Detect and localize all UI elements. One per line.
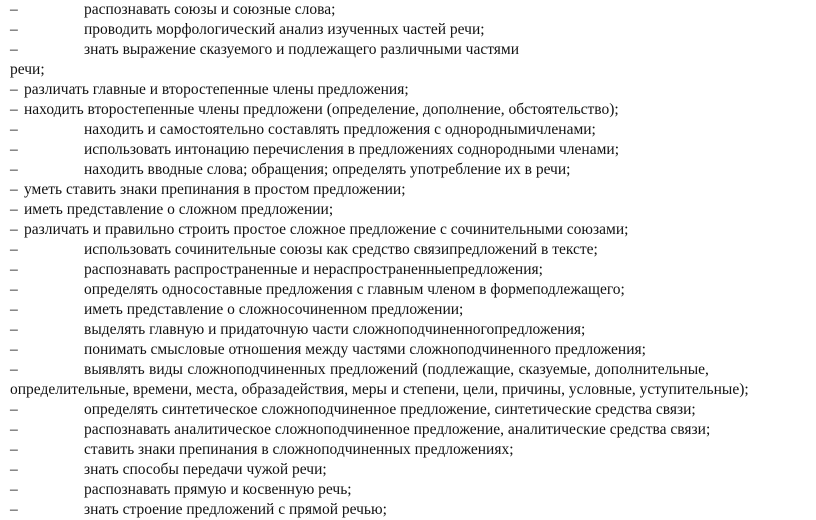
list-item <box>10 440 802 460</box>
list-dash: – <box>10 161 18 178</box>
list-item <box>10 480 802 500</box>
list-dash: – <box>10 81 18 98</box>
list-item <box>10 400 802 420</box>
list-item-text: знать способы передачи чужой речи; <box>84 461 327 478</box>
list-dash: – <box>10 181 18 198</box>
list-item-text: определительные, времени, места, образадействия, меры и степени, цели, причины, условные, уступительные); <box>10 381 749 398</box>
list-dash: – <box>10 441 18 458</box>
list-item <box>10 500 802 520</box>
list-item <box>10 140 802 160</box>
list-item <box>10 80 802 100</box>
list-item-text: распознавать распространенные и нераспространенныепредложения; <box>84 261 543 278</box>
list-dash: – <box>10 461 18 478</box>
list-dash: – <box>10 1 18 18</box>
list-item <box>10 420 802 440</box>
list-item-text: использовать интонацию перечисления в предложениях соднородными членами; <box>84 141 619 158</box>
list-item-text: проводить морфологический анализ изученных частей речи; <box>84 21 485 38</box>
list-item <box>10 40 802 60</box>
list-item <box>10 340 802 360</box>
list-dash: – <box>10 281 18 298</box>
list-dash: – <box>10 21 18 38</box>
list-item <box>10 0 802 20</box>
list-dash: – <box>10 301 18 318</box>
list-item <box>10 300 802 320</box>
list-item <box>10 100 802 120</box>
list-item-text: распознавать союзы и союзные слова; <box>84 1 336 18</box>
list-item-text: различать и правильно строить простое сложное предложение с сочинительными союзами; <box>24 221 629 238</box>
list-item-text: ставить знаки препинания в сложноподчиненных предложениях; <box>84 441 514 458</box>
list-dash: – <box>10 261 18 278</box>
list-item-text: распознавать прямую и косвенную речь; <box>84 481 352 498</box>
list-item-text: выделять главную и придаточную части сложноподчиненногопредложения; <box>84 321 586 338</box>
list-item <box>10 240 802 260</box>
list-item-text: находить и самостоятельно составлять предложения с однороднымичленами; <box>84 121 596 138</box>
list-dash: – <box>10 101 18 118</box>
list-item <box>10 460 802 480</box>
list-item-text: использовать сочинительные союзы как средство связипредложений в тексте; <box>84 241 598 258</box>
list-item <box>10 120 802 140</box>
list-item-text: уметь ставить знаки препинания в простом предложении; <box>24 181 406 198</box>
list-dash: – <box>10 361 18 378</box>
list-item-text: распознавать аналитическое сложноподчиненное предложение, аналитические средства связи; <box>84 421 711 438</box>
list-item-text: иметь представление о сложном предложении; <box>24 201 334 218</box>
list-item <box>10 360 802 380</box>
list-dash: – <box>10 341 18 358</box>
continuation-line <box>10 60 802 80</box>
list-item-text: различать главные и второстепенные члены предложения; <box>24 81 409 98</box>
list-item-text: выявлять виды сложноподчиненных предложений (подлежащие, сказуемые, дополнительные, <box>84 361 709 378</box>
list-item-text: знать строение предложений с прямой речью; <box>84 501 387 518</box>
list-dash: – <box>10 221 18 238</box>
list-dash: – <box>10 401 18 418</box>
list-item <box>10 20 802 40</box>
list-item-text: речи; <box>10 61 45 78</box>
list-item <box>10 260 802 280</box>
list-dash: – <box>10 481 18 498</box>
list-dash: – <box>10 501 18 518</box>
list-dash: – <box>10 321 18 338</box>
continuation-line <box>10 380 802 400</box>
list-item-text: находить второстепенные члены предложени (определение, дополнение, обстоятельство); <box>24 101 619 118</box>
list-item-text: определять односоставные предложения с главным членом в формеподлежащего; <box>84 281 625 298</box>
list-dash: – <box>10 121 18 138</box>
list-item <box>10 220 802 240</box>
list-dash: – <box>10 141 18 158</box>
list-item-text: знать выражение сказуемого и подлежащего различными частями <box>84 41 520 58</box>
list-item <box>10 180 802 200</box>
list-item-text: понимать смысловые отношения между частями сложноподчиненного предложения; <box>84 341 646 358</box>
list-item-text: иметь представление о сложносочиненном предложении; <box>84 301 464 318</box>
list-item <box>10 200 802 220</box>
list-dash: – <box>10 421 18 438</box>
list-item-text: определять синтетическое сложноподчиненное предложение, синтетические средства связи; <box>84 401 696 418</box>
list-dash: – <box>10 41 18 58</box>
list-item <box>10 160 802 180</box>
list-item <box>10 320 802 340</box>
list-dash: – <box>10 201 18 218</box>
list-item-text: находить вводные слова; обращения; определять употребление их в речи; <box>84 161 571 178</box>
list-item <box>10 280 802 300</box>
list-dash: – <box>10 241 18 258</box>
